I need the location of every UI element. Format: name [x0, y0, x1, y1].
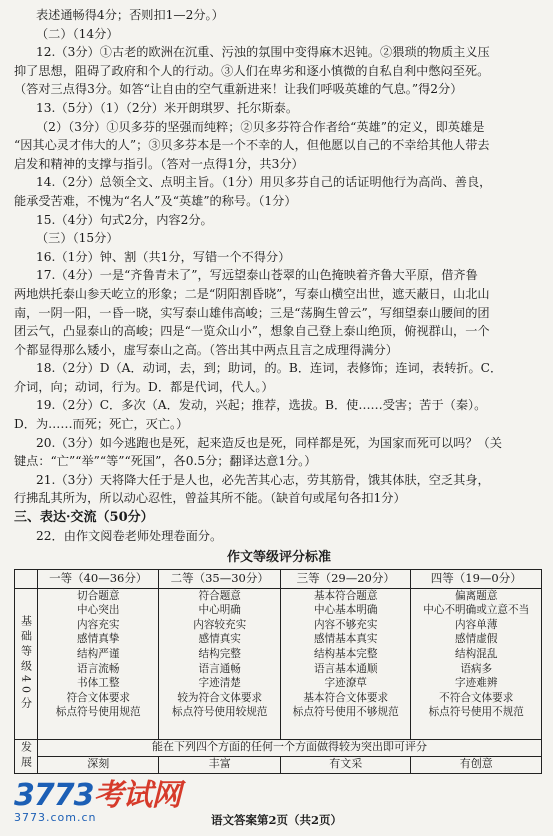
criterion: 字迹潦草	[324, 677, 367, 690]
section-expression-title: 三、表达·交流（50分）	[14, 510, 154, 526]
grade-4-criteria	[411, 588, 542, 739]
grading-table	[14, 569, 542, 774]
criterion: 标点符号使用不够规范	[292, 706, 399, 719]
answer-q14-cont: 能承受苦难，不愧为“名人”及“英雄”的称号。（1分）	[14, 193, 297, 208]
answer-q13-part2: （2）（3分）①贝多芬的坚强而纯粹；②贝多芬符合作者给“英雄”的定义，即英雄是	[36, 119, 485, 134]
criterion: 符合文体要求	[66, 691, 131, 704]
answer-page	[14, 6, 544, 774]
criterion: 语言流畅	[77, 662, 120, 675]
grading-table-header-row	[15, 569, 542, 588]
development-note: 能在下列四个方面的任何一个方面做得较为突出即可评分	[38, 739, 542, 756]
answer-q18-cont: 介词，向；动词，行为。D．都是代词，代人。）	[14, 379, 274, 394]
criterion: 内容单薄	[455, 618, 498, 631]
answer-q20-cont: 键点：“亡”“举”“等”“死国”，各0.5分；翻译达意1分。）	[14, 454, 317, 469]
basic-level-row	[15, 588, 542, 739]
grade-1-criteria	[38, 588, 159, 739]
criterion: 感情真挚	[77, 633, 120, 646]
answer-q17-cont2: 南，一阴一阳，一昏一晓，实写泰山雄伟高峻；三是“荡胸生曾云”，写细望泰山腰间的团	[14, 305, 490, 320]
answer-q13-cont1: “因其心灵才伟大的人”；③贝多芬本是一个不幸的人，但他愿以自己的不幸给其他人带去	[14, 138, 490, 153]
criterion: 感情基本真实	[313, 633, 378, 646]
answer-q17-cont3: 团云气，凸显泰山的高峻；四是“一览众山小”，想象自己登上泰山绝顶，俯视群山，一个	[14, 324, 490, 339]
answer-q21-cont: 行拂乱其所为，所以动心忍性，曾益其所不能。（缺首句或尾句各扣1分）	[14, 491, 406, 506]
grade-2-criteria	[159, 588, 280, 739]
criterion: 不符合文体要求	[439, 691, 514, 704]
criterion: 标点符号使用不规范	[428, 706, 524, 719]
criterion: 结构严谨	[77, 648, 120, 660]
grade-header-1: 一等（40—36分）	[38, 569, 159, 588]
criterion: 字迹难辨	[455, 677, 498, 690]
criterion: 感情虚假	[455, 633, 498, 646]
criterion: 基本符合题意	[313, 589, 378, 602]
criterion: 标点符号使用较规范	[172, 706, 268, 719]
page-footer: 语文答案第2页（共2页）	[210, 813, 342, 827]
answer-q17-cont4: 个都显得那么矮小，虚写泰山之高。（答出其中两点且言之成理得满分）	[14, 342, 398, 357]
grading-table-title: 作文等级评分标准	[226, 549, 331, 565]
criterion: 中心不明确或立意不当	[423, 604, 530, 617]
answer-q13-cont2: 启发和精神的支撑与指引。（答对一点得1分，共3分）	[14, 156, 304, 171]
criterion: 中心突出	[77, 604, 120, 617]
answer-q21: 21.（3分）天将降大任于是人也，必先苦其心志，劳其筋骨，饿其体肤，空乏其身，	[36, 472, 490, 487]
development-label: 发展	[15, 739, 38, 773]
answer-q15: 15.（4分）句式2分，内容2分。	[36, 212, 213, 227]
development-item: 有文采	[280, 756, 411, 773]
criterion: 基本符合文体要求	[303, 691, 389, 704]
criterion: 字迹清楚	[198, 677, 241, 690]
answer-q12: 12.（3分）①古老的欧洲在沉重、污浊的氛围中变得麻木迟钝。②猥琐的物质主义压	[36, 45, 490, 60]
grade-header-4: 四等（19—0分）	[411, 569, 542, 588]
criterion: 较为符合文体要求	[177, 691, 263, 704]
answer-q18: 18.（2分）D（A．动词，去，到；助词，的。B．连词，表修饰；连词，表转折。C．	[36, 361, 503, 376]
criterion: 偏离题意	[455, 589, 498, 602]
criterion: 语言基本通顺	[313, 662, 378, 675]
logo-url: 3773.com.cn	[14, 811, 97, 824]
criterion: 内容不够充实	[313, 618, 378, 631]
section-2-title: （二）（14分）	[36, 26, 119, 41]
criterion: 切合题意	[77, 589, 120, 602]
answer-q13: 13.（5分）（1）（2分）米开朗琪罗、托尔斯泰。	[36, 100, 299, 115]
grade-header-2: 二等（35—30分）	[159, 569, 280, 588]
criterion: 语言通畅	[198, 662, 241, 675]
criterion: 结构混乱	[455, 648, 498, 660]
answer-q14: 14.（2分）总领全文、点明主旨。（1分）用贝多芬自己的话证明他行为高尚、善良，	[36, 175, 492, 190]
criterion: 内容充实	[77, 618, 120, 631]
criterion: 感情真实	[198, 633, 241, 646]
answer-q19: 19.（2分）C．多次（A．发动，兴起；推荐，选拔。B．使……受害；苦于（秦）。	[36, 398, 487, 413]
criterion: 书体工整	[77, 677, 120, 690]
grade-3-criteria	[280, 588, 411, 739]
criterion: 结构基本完整	[313, 648, 378, 660]
grading-table-corner	[15, 569, 38, 588]
criterion: 标点符号使用规范	[55, 706, 141, 719]
development-item: 丰富	[159, 756, 280, 773]
line-q11-tail: 表述通畅得4分；否则扣1—2分。）	[36, 8, 224, 22]
answer-q16: 16.（1分）钟、割（共1分，写错一个不得分）	[36, 249, 291, 264]
answer-q17: 17.（4分）一是“齐鲁青未了”，写远望泰山苍翠的山色掩映着齐鲁大平原，借齐鲁	[36, 268, 478, 283]
answer-q12-cont2: （答对三点得3分。如答“让自由的空气重新进来！让我们呼吸英雄的气息。”得2分）	[14, 82, 463, 97]
basic-level-label: 基础等级40分	[15, 588, 38, 739]
answer-q20: 20.（3分）如今逃跑也是死，起来造反也是死，同样都是死，为国家而死可以吗？（关	[36, 435, 502, 450]
development-item: 深刻	[38, 756, 159, 773]
answer-q19-cont: D．为……而死；死亡，灭亡。）	[14, 417, 189, 432]
answer-q12-cont1: 抑了思想，阻碍了政府和个人的行动。③人们在卑劣和逐小慎微的自私自利中憋闷至死。	[14, 63, 490, 78]
criterion: 符合题意	[198, 589, 241, 602]
answer-q17-cont1: 两地烘托泰山参天屹立的形象；二是“阴阳割昏晓”，写泰山横空出世，遮天蔽日，山北山	[14, 286, 490, 301]
logo-wordmark: 3773考试网	[14, 778, 181, 813]
section-3-title: （三）（15分）	[36, 231, 119, 246]
development-item: 有创意	[411, 756, 542, 773]
criterion: 结构完整	[198, 648, 241, 660]
development-note-row	[15, 739, 542, 756]
answer-q22: 22．由作文阅卷老师处理卷面分。	[36, 529, 223, 544]
criterion: 内容较充实	[193, 618, 247, 631]
grade-header-3: 三等（29—20分）	[280, 569, 411, 588]
criterion: 中心基本明确	[313, 604, 378, 617]
criterion: 语病多	[460, 662, 493, 675]
criterion: 中心明确	[198, 604, 241, 617]
